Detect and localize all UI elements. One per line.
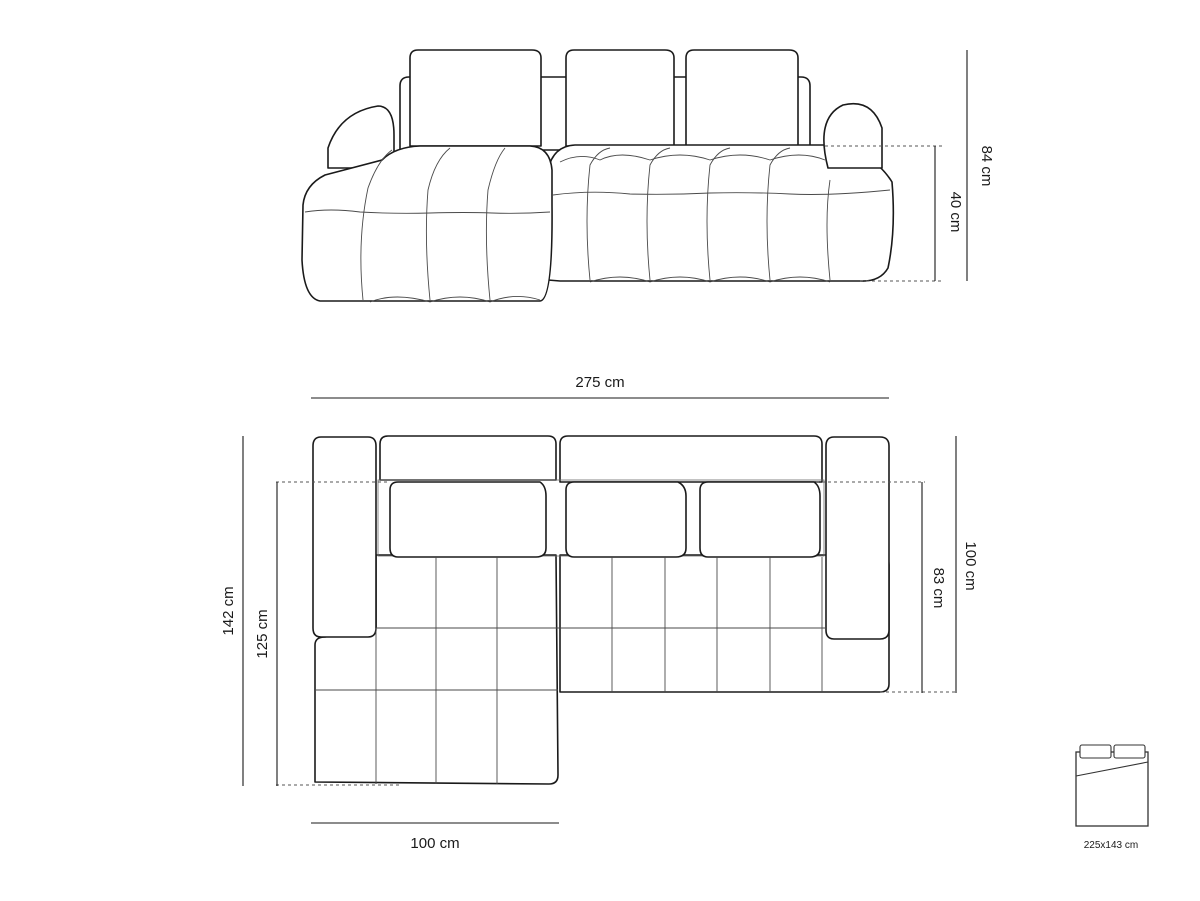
- back-panel-left: [380, 436, 556, 480]
- width-label: 275 cm: [575, 374, 625, 391]
- back-cushion-middle: [566, 50, 674, 146]
- chaise-body: [302, 146, 552, 301]
- left-armrest-top: [313, 437, 376, 637]
- total-depth-label-left: 142 cm: [220, 586, 237, 636]
- seat-depth-label-left: 125 cm: [254, 609, 271, 659]
- top-back-cushion-middle: [566, 482, 686, 557]
- top-back-cushion-left: [390, 482, 546, 557]
- pillow-right-icon: [1114, 745, 1145, 758]
- top-width-dimension: [311, 374, 889, 398]
- back-panel-right: [560, 436, 822, 482]
- seat-depth-label-right: 83 cm: [930, 567, 947, 609]
- seat-height-label: 40 cm: [947, 191, 964, 233]
- back-cushion-right: [686, 50, 798, 146]
- bed-icon: [1076, 745, 1148, 851]
- right-armrest: [824, 104, 882, 168]
- chaise-width-dimension: [311, 823, 559, 852]
- sofa-top-view: [313, 436, 889, 784]
- pillow-left-icon: [1080, 745, 1111, 758]
- right-armrest-top: [826, 437, 889, 639]
- bed-size-label: 225x143 cm: [1083, 840, 1139, 851]
- bed-frame: [1076, 752, 1148, 826]
- chaise-width-label: 100 cm: [410, 835, 460, 852]
- total-height-label: 84 cm: [978, 145, 995, 187]
- back-cushion-left: [410, 50, 541, 146]
- top-back-cushion-right: [700, 482, 820, 557]
- total-depth-label-right: 100 cm: [962, 541, 979, 591]
- sofa-front-view: [302, 50, 893, 302]
